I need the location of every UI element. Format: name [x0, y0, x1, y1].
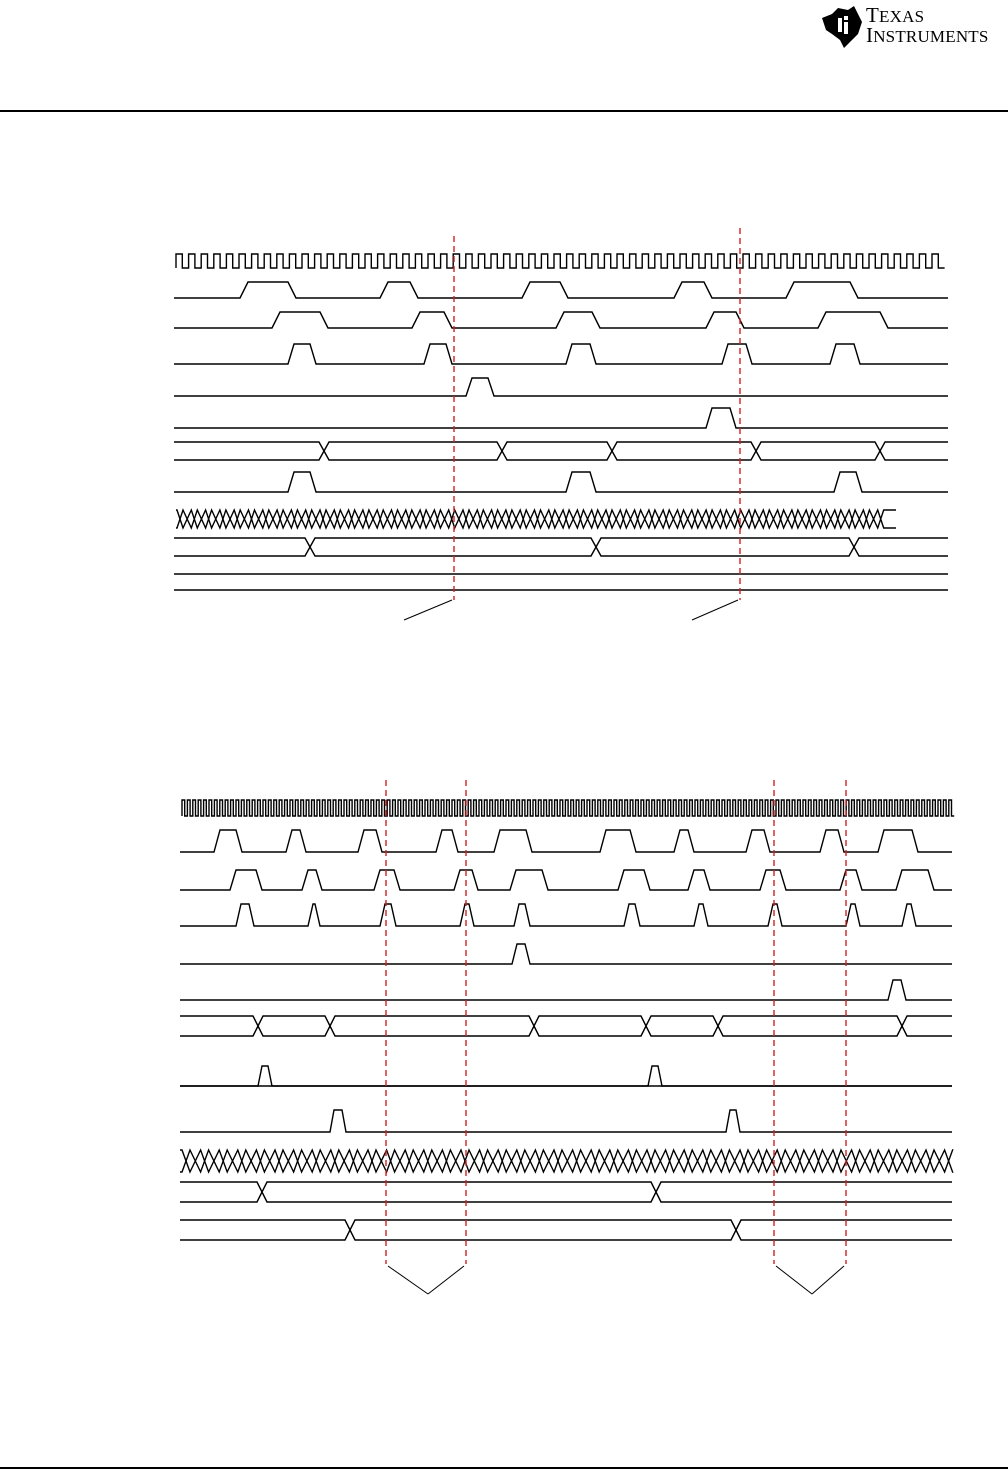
- signal-6: [180, 1066, 952, 1086]
- signal-5: [180, 980, 952, 1000]
- signal-7: [180, 1110, 952, 1132]
- bus-2-bottom: [180, 1192, 952, 1202]
- bus-1-bottom: [180, 1026, 952, 1036]
- arrow-1a: [388, 1266, 428, 1294]
- bus-2-bottom: [174, 547, 948, 556]
- bus-2-top: [180, 1182, 952, 1192]
- timing-diagram-2: [0, 770, 1008, 1310]
- signal-6b: [180, 1066, 952, 1086]
- arrow-1b: [428, 1266, 464, 1294]
- signal-6: [174, 472, 948, 492]
- signal-1: [180, 830, 952, 852]
- bus-3-top: [180, 1220, 952, 1230]
- bus-1-bottom: [174, 451, 948, 460]
- ti-wordmark: TEXAS INSTRUMENTS: [866, 3, 989, 47]
- bus-2-top: [174, 538, 948, 547]
- arrow-1: [404, 600, 452, 620]
- signal-3: [174, 344, 948, 364]
- signal-4: [174, 378, 948, 396]
- bus-1-top: [174, 442, 948, 451]
- clock-signal: [182, 800, 954, 816]
- signal-1: [174, 282, 948, 298]
- bus-1-top: [180, 1016, 952, 1026]
- signal-5: [174, 408, 948, 428]
- arrow-2a: [776, 1266, 812, 1294]
- fast-bus-bottom: [180, 1150, 953, 1172]
- footer-rule: [0, 1467, 1008, 1469]
- timing-diagram-1: [0, 220, 1008, 630]
- bus-3-bottom: [180, 1230, 952, 1240]
- signal-3: [180, 904, 952, 926]
- signal-4: [180, 944, 952, 964]
- header-rule: [0, 110, 1008, 112]
- clock-signal: [176, 254, 945, 268]
- signal-2: [180, 870, 952, 890]
- signal-2: [174, 312, 948, 328]
- arrow-2b: [812, 1266, 844, 1294]
- arrow-2: [692, 600, 738, 620]
